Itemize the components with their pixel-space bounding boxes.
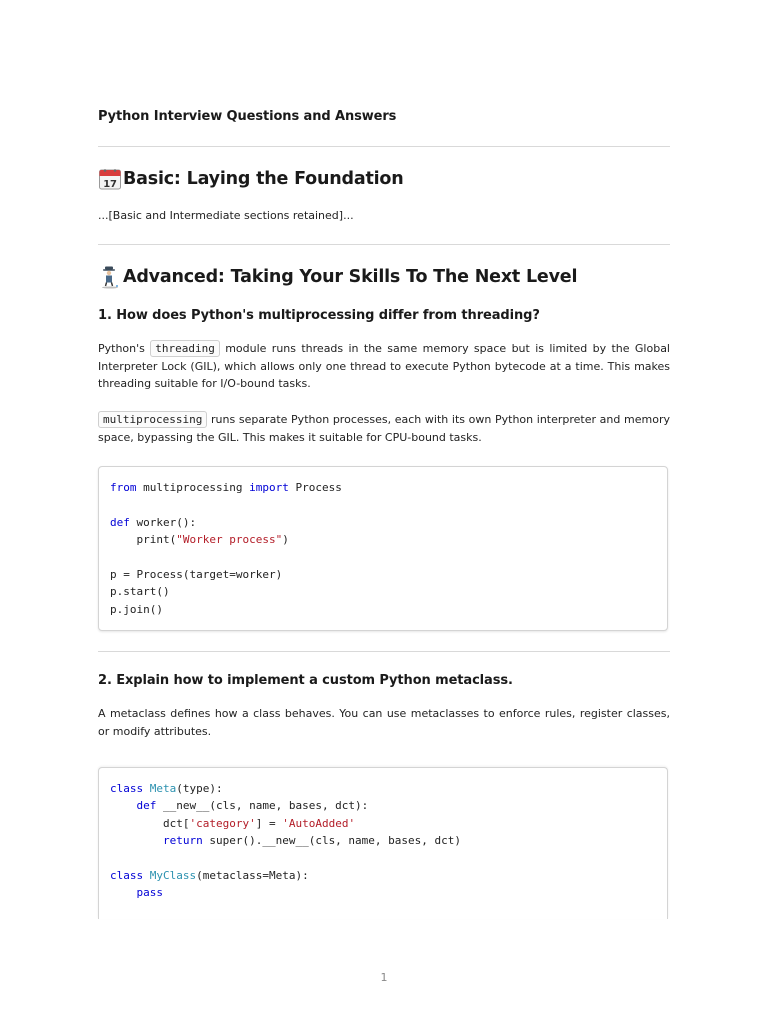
question-1-paragraph-2 bbox=[98, 411, 670, 446]
code-indent bbox=[110, 834, 163, 847]
inline-code-threading: threading bbox=[150, 340, 220, 357]
code-text: ) bbox=[282, 533, 289, 547]
code-text bbox=[143, 869, 150, 882]
code-block-multiprocessing bbox=[98, 466, 668, 631]
inline-code-multiprocessing: multiprocessing bbox=[98, 411, 207, 428]
code-text: print( bbox=[110, 533, 177, 547]
question-2-heading: 2. Explain how to implement a custom Python metaclass. bbox=[98, 673, 513, 688]
code-text: Process bbox=[288, 481, 342, 494]
retained-sections-note: ...[Basic and Intermediate sections retained]... bbox=[98, 209, 354, 222]
code-block-metaclass bbox=[98, 767, 668, 919]
text-run: runs separate Python processes, each with its own Python interpreter and memory space, bypassing the GIL. This makes it suitable for CPU-bound tasks. bbox=[98, 413, 670, 444]
levitating-figure-icon bbox=[98, 265, 122, 289]
code-text: worker(): bbox=[129, 515, 197, 529]
document-title: Python Interview Questions and Answers bbox=[98, 109, 397, 124]
code-keyword: class bbox=[110, 782, 144, 795]
code-text: __new__(cls, name, bases, dct): bbox=[156, 799, 369, 813]
code-line bbox=[110, 832, 656, 849]
code-line bbox=[110, 531, 656, 548]
code-line bbox=[110, 815, 656, 832]
calendar-icon bbox=[98, 167, 122, 191]
question-1-heading: 1. How does Python's multiprocessing differ from threading? bbox=[98, 308, 540, 323]
code-string: 'category' bbox=[189, 816, 256, 830]
code-class-name: Meta bbox=[149, 782, 177, 795]
question-2-paragraph-1: A metaclass defines how a class behaves. You can use metaclasses to enforce rules, register classes, or modify attributes. bbox=[98, 707, 670, 738]
code-line: p.join() bbox=[110, 602, 163, 616]
code-keyword: from bbox=[110, 481, 137, 494]
code-string: 'AutoAdded' bbox=[282, 816, 356, 830]
code-keyword: def bbox=[136, 799, 157, 813]
code-text: (type): bbox=[176, 782, 223, 795]
code-line bbox=[110, 884, 656, 901]
code-line-blank bbox=[110, 549, 656, 566]
divider bbox=[98, 651, 670, 652]
code-text: (metaclass=Meta): bbox=[196, 868, 309, 882]
code-line bbox=[110, 867, 656, 884]
code-class-name: MyClass bbox=[149, 868, 197, 882]
code-string: "Worker process" bbox=[176, 533, 283, 547]
code-indent bbox=[110, 886, 137, 899]
code-line: p.start() bbox=[110, 585, 170, 599]
question-1-paragraph-1 bbox=[98, 340, 670, 393]
code-keyword: pass bbox=[136, 886, 163, 900]
page-number: 1 bbox=[380, 971, 388, 984]
section-heading-advanced bbox=[98, 265, 577, 289]
code-line-blank bbox=[110, 850, 656, 867]
code-text: super().__new__(cls, name, bases, dct) bbox=[202, 834, 462, 848]
code-text: multiprocessing bbox=[136, 481, 250, 494]
code-keyword: return bbox=[162, 834, 203, 848]
divider bbox=[98, 146, 670, 147]
code-line-blank bbox=[110, 496, 656, 513]
code-line bbox=[110, 479, 656, 496]
svg-text:17: 17 bbox=[103, 179, 117, 190]
code-line bbox=[110, 514, 656, 531]
code-text: ] = bbox=[255, 816, 283, 830]
section-heading-basic-text: Basic: Laying the Foundation bbox=[123, 169, 404, 189]
code-text: dct[ bbox=[110, 816, 190, 830]
section-heading-basic bbox=[98, 167, 403, 191]
code-line bbox=[110, 797, 656, 814]
code-keyword: class bbox=[110, 868, 144, 882]
text-run: Python's bbox=[98, 342, 151, 355]
code-indent bbox=[110, 799, 137, 812]
section-heading-advanced-text: Advanced: Taking Your Skills To The Next Level bbox=[123, 267, 578, 287]
code-line bbox=[110, 780, 656, 797]
divider bbox=[98, 244, 670, 245]
code-line: p = Process(target=worker) bbox=[110, 567, 283, 581]
text-run: module runs threads in the same memory space but is limited by the Global Interpreter Lock (GIL), which allows only one thread to execute Python bytecode at a time. This makes threading suitable for I/O-bound tasks. bbox=[98, 342, 670, 390]
code-keyword: def bbox=[110, 515, 130, 529]
code-text bbox=[143, 782, 150, 795]
code-keyword: import bbox=[249, 481, 289, 494]
